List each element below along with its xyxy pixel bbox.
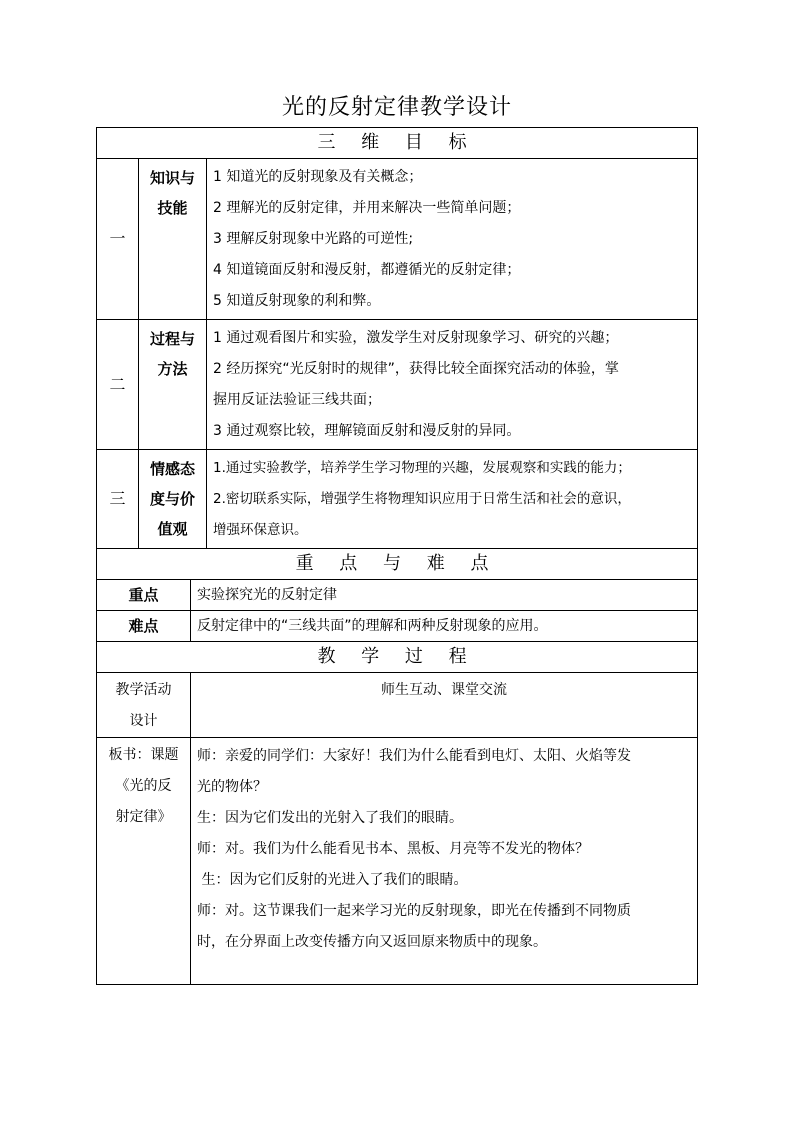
- list-item: 3 通过观察比较，理解镜面反射和漫反射的异同。: [213, 423, 521, 439]
- list-item: 2 理解光的反射定律，并用来解决一些简单问题；: [213, 200, 521, 216]
- board-label: 板书：课题 《光的反 射定律》: [97, 738, 191, 985]
- page-title: 光的反射定律教学设计: [281, 95, 512, 120]
- objective-lines-1: [207, 159, 698, 320]
- objective-number-3: 三: [97, 450, 139, 549]
- list-item: 握用反证法验证三线共面；: [213, 392, 381, 408]
- dialogue-line: 生：因为它们反射的光进入了我们的眼睛。: [197, 872, 468, 888]
- dialogue-line: 师：亲爱的同学们：大家好！我们为什么能看到电灯、太阳、火焰等发: [197, 748, 631, 764]
- dialogue-block: [191, 738, 698, 985]
- difficulty-label: 难点: [97, 611, 191, 642]
- process-header: 教 学 过 程: [97, 642, 698, 673]
- list-item: 1 知道光的反射现象及有关概念；: [213, 169, 423, 185]
- objective-label-3: 情感态 度与价 值观: [139, 450, 207, 549]
- objectives-header: 三 维 目 标: [97, 128, 698, 159]
- key-points-header: 重 点 与 难 点: [97, 549, 698, 580]
- key-point-label: 重点: [97, 580, 191, 611]
- objective-label-1: 知识与 技能: [139, 159, 207, 320]
- list-item: 1.通过实验教学，培养学生学习物理的兴趣，发展观察和实践的能力；: [213, 460, 631, 476]
- objective-number-2: 二: [97, 320, 139, 450]
- objective-label-2: 过程与 方法: [139, 320, 207, 450]
- difficulty-value: 反射定律中的“三线共面”的理解和两种反射现象的应用。: [191, 611, 698, 642]
- dialogue-line: 生：因为它们发出的光射入了我们的眼睛。: [197, 810, 463, 826]
- objective-number-1: 一: [97, 159, 139, 320]
- list-item: 2 经历探究“光反射时的规律”，获得比较全面探究活动的体验，掌: [213, 361, 619, 377]
- activity-value: 师生互动、课堂交流: [191, 673, 698, 738]
- dialogue-line: 光的物体？: [197, 779, 267, 795]
- key-point-value: 实验探究光的反射定律: [191, 580, 698, 611]
- list-item: 5 知道反射现象的利和弊。: [213, 293, 381, 309]
- list-item: 2.密切联系实际，增强学生将物理知识应用于日常生活和社会的意识，: [213, 491, 631, 507]
- dialogue-line: 时，在分界面上改变传播方向又返回原来物质中的现象。: [197, 934, 547, 950]
- activity-label: 教学活动 设计: [97, 673, 191, 738]
- list-item: 4 知道镜面反射和漫反射，都遵循光的反射定律；: [213, 262, 521, 278]
- dialogue-line: 师：对。我们为什么能看见书本、黑板、月亮等不发光的物体？: [197, 841, 589, 857]
- lesson-plan-table: [96, 127, 697, 965]
- objective-lines-3: [207, 450, 698, 549]
- list-item: 增强环保意识。: [213, 522, 308, 538]
- dialogue-line: 师：对。这节课我们一起来学习光的反射现象，即光在传播到不同物质: [197, 903, 631, 919]
- list-item: 3 理解反射现象中光路的可逆性;: [213, 231, 414, 247]
- list-item: 1 通过观看图片和实验，激发学生对反射现象学习、研究的兴趣；: [213, 330, 619, 346]
- objective-lines-2: [207, 320, 698, 450]
